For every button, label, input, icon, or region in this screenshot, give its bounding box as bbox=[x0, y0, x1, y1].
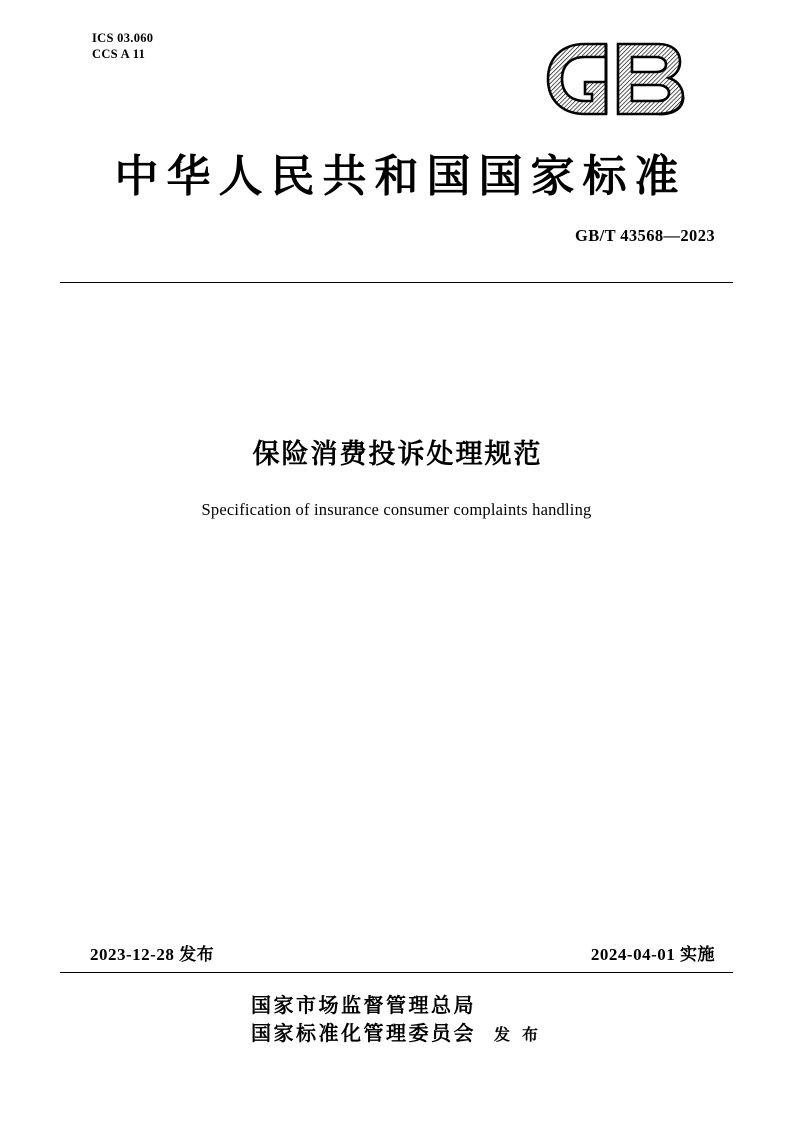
issuer-line-1: 国家市场监督管理总局 bbox=[250, 995, 476, 1017]
issuer-names bbox=[251, 992, 476, 1048]
national-standard-title: 中华人民共和国国家标准 bbox=[114, 152, 687, 201]
ics-code: ICS 03.060 bbox=[92, 31, 154, 45]
ccs-code: CCS A 11 bbox=[92, 47, 146, 61]
document-title-chinese: 保险消费投诉处理规范 bbox=[252, 439, 543, 469]
publish-label: 发 布 bbox=[493, 1027, 542, 1044]
classification-codes bbox=[92, 30, 153, 62]
issuer-line-2: 国家标准化管理委员会 bbox=[250, 1023, 476, 1045]
issue-date: 2023-12-28 发布 bbox=[90, 945, 215, 964]
header-divider bbox=[60, 282, 733, 283]
gb-logo-icon bbox=[540, 38, 715, 120]
footer-divider bbox=[60, 972, 733, 973]
implementation-date: 2024-04-01 实施 bbox=[590, 945, 715, 964]
document-title-english: Specification of insurance consumer complaints handling bbox=[201, 500, 592, 519]
standard-number: GB/T 43568—2023 bbox=[574, 226, 715, 245]
issuer-block bbox=[0, 992, 793, 1048]
